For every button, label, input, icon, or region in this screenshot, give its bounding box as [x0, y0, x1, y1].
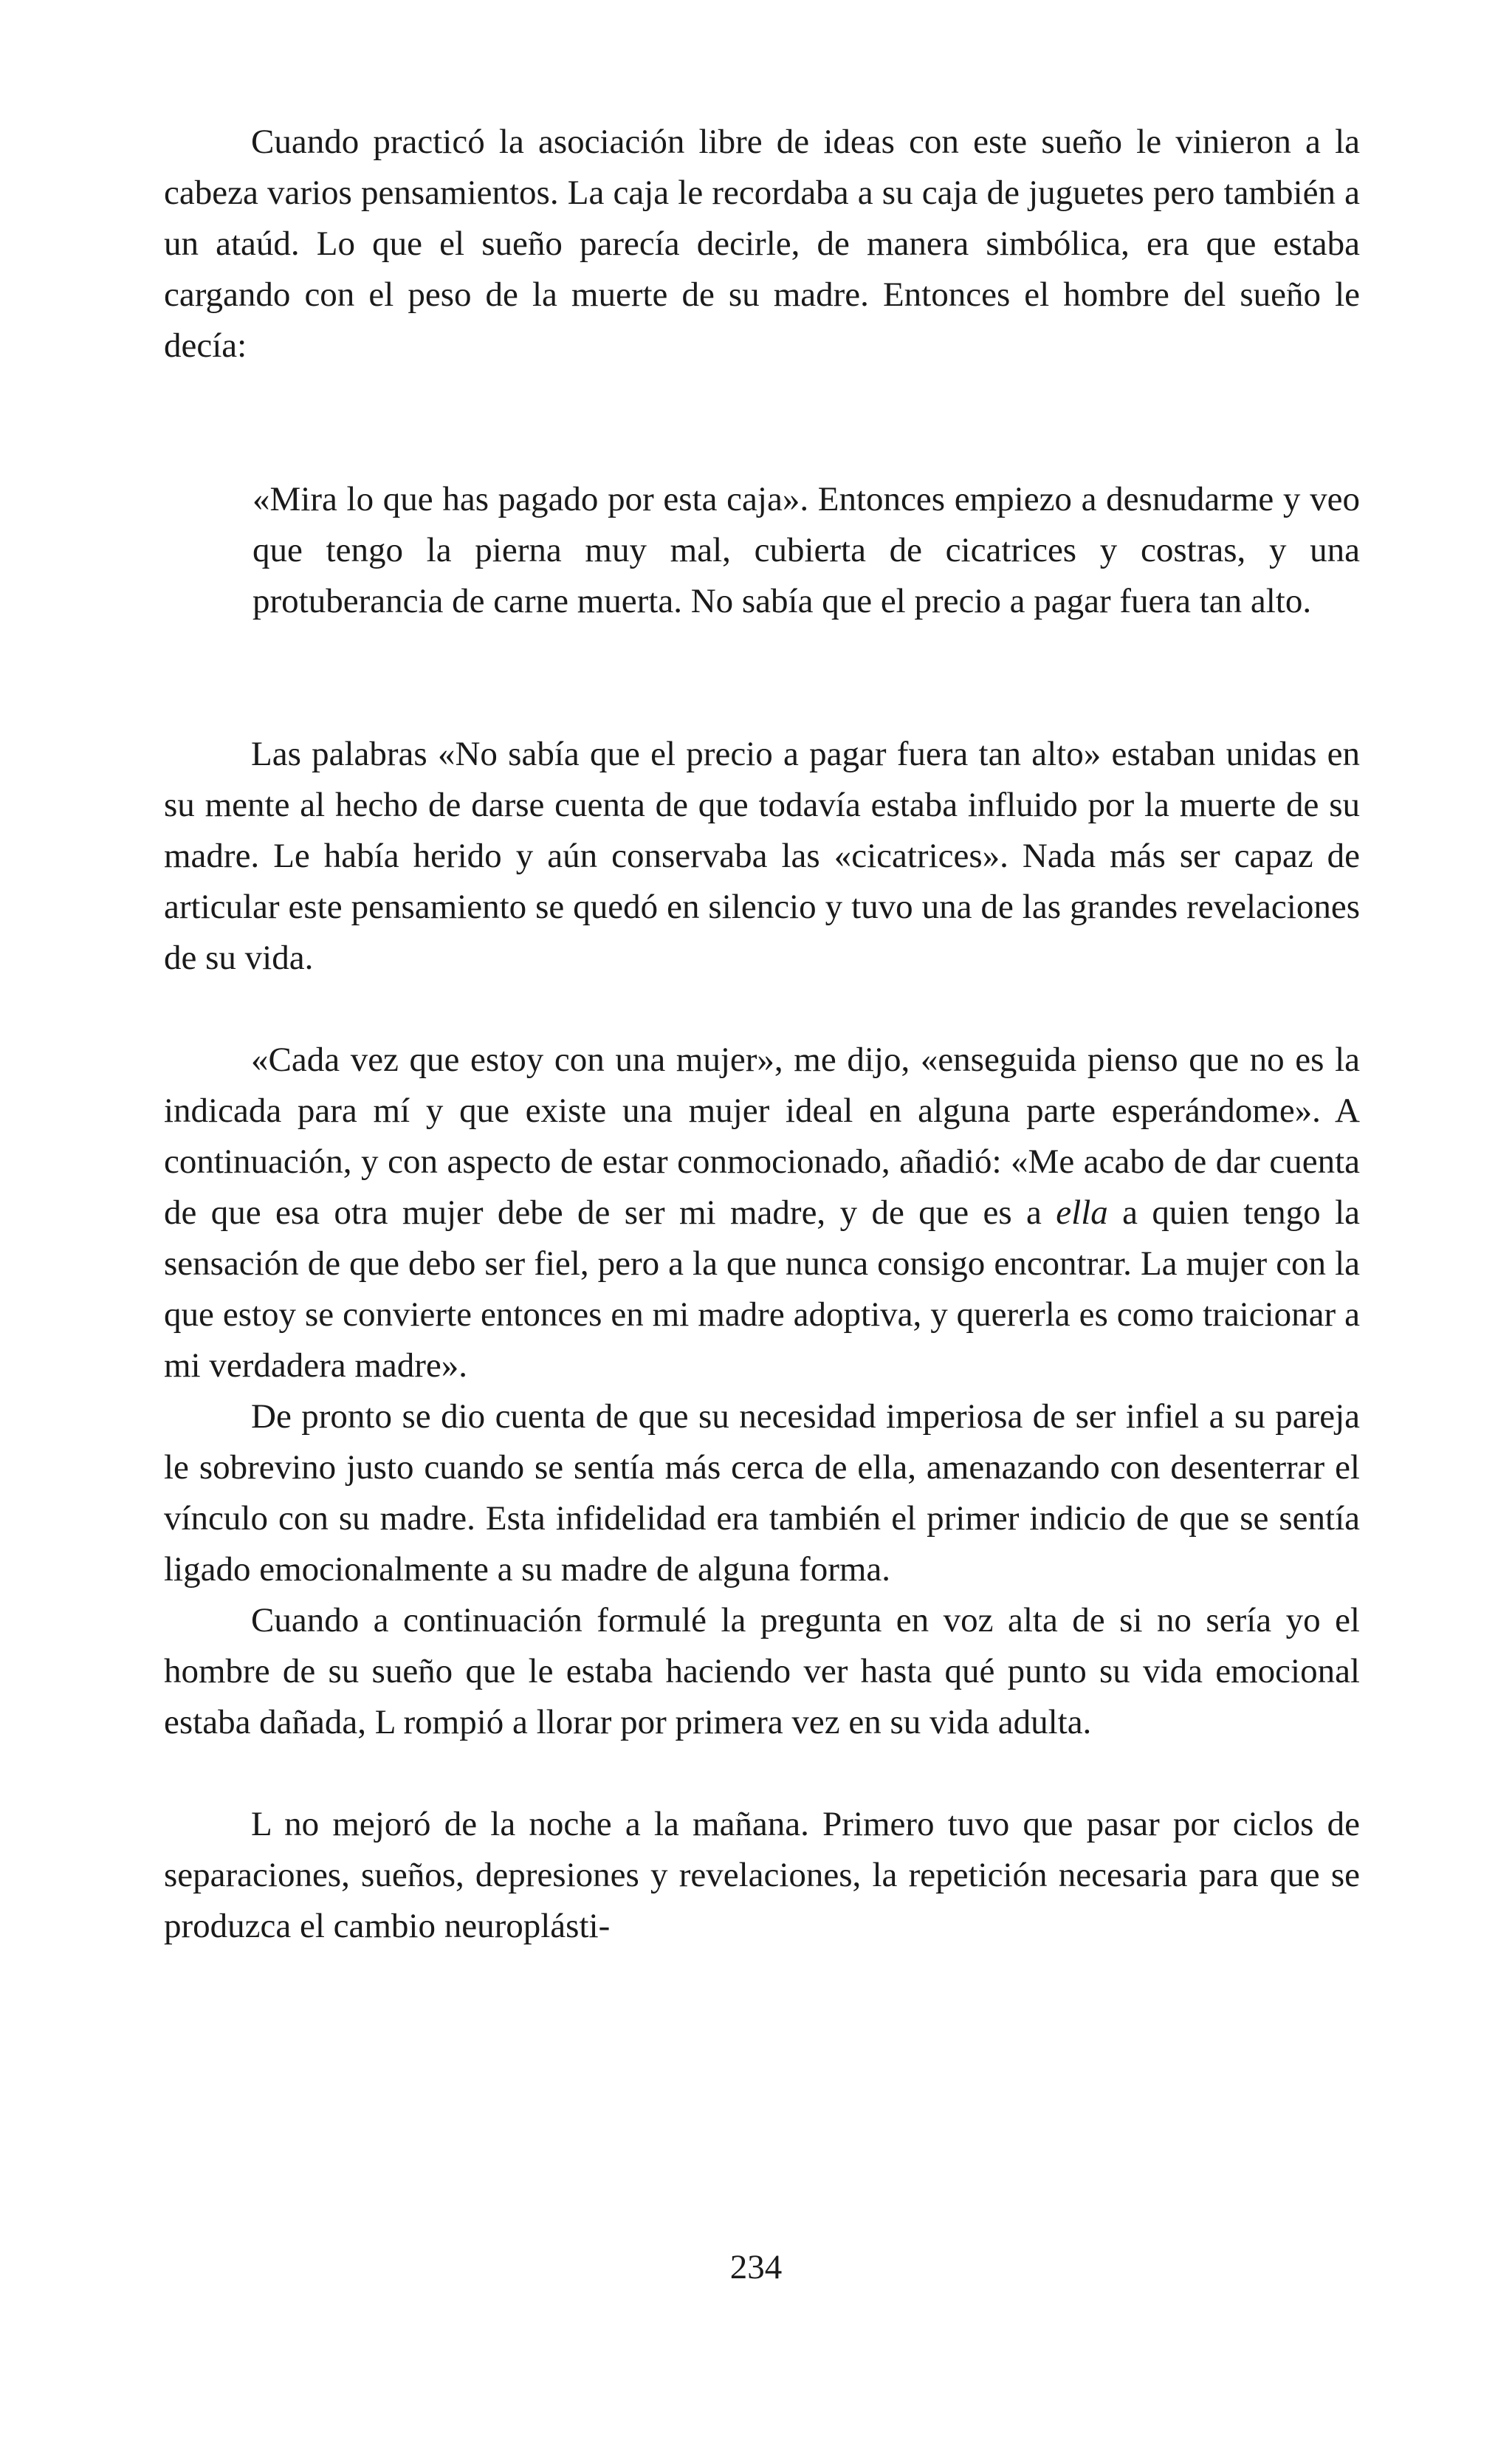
paragraph-dream-association: Cuando practicó la asociación libre de ideas con este sueño le vinieron a la cabeza varios pensamientos. La caja le recordaba a su caja de juguetes pero también a un ataúd. Lo que el sueño parecía decirle, de manera simbólica, era que estaba cargando con el peso de la muerte de su madre. Entonces el hombre del sueño le decía: [164, 123, 1360, 365]
paragraph-price-words: Las palabras «No sabía que el precio a pagar fuera tan alto» estaban unidas en su mente al hecho de darse cuenta de que todavía estaba influido por la muerte de su madre. Le había herido y aún conservaba las «cicatrices». Nada más ser capaz de articular este pensamiento se quedó en silencio y tuvo una de las grandes revelaciones de su vida. [164, 735, 1360, 977]
paragraph-not-overnight: L no mejoró de la noche a la mañana. Primero tuvo que pasar por ciclos de separaciones, sueños, depresiones y revelaciones, la repetición necesaria para que se produzca el cambio neuroplásti- [164, 1805, 1360, 1945]
paragraph-ideal-woman-part2: a quien tengo la sensación de que debo ser fiel, pero a la que nunca consigo encontrar. La mujer con la que estoy se convierte entonces en mi madre adoptiva, y quererla es como traicionar a mi verdadera madre». [164, 1193, 1360, 1385]
quote-text: «Mira lo que has pagado por esta caja». Entonces empiezo a desnudarme y veo que tengo la pierna muy mal, cubierta de cicatrices y costras, y una protuberancia de carne muerta. No sabía que el precio a pagar fuera tan alto. [252, 480, 1360, 620]
paragraph-ideal-woman [164, 1035, 1360, 1391]
body-text-main [164, 729, 1360, 1952]
emphasis-ella: ella [1056, 1193, 1108, 1232]
paragraph-ideal-woman-part1: «Cada vez que estoy con una mujer», me dijo, «enseguida pienso que no es la indicada para mí y que existe una mujer ideal en alguna parte esperándome». A continuación, y con aspecto de estar conmocionado, añadió: «Me acabo de dar cuenta de que esa otra mujer debe de ser mi madre, y de que es a [164, 1041, 1360, 1232]
block-quote [252, 474, 1360, 627]
paragraph-question: Cuando a continuación formulé la pregunta en voz alta de si no sería yo el hombre de su sueño que le estaba haciendo ver hasta qué punto su vida emocional estaba dañada, L rompió a llorar por primera vez en su vida adulta. [164, 1601, 1360, 1741]
paragraph-infidelity: De pronto se dio cuenta de que su necesidad imperiosa de ser infiel a su pareja le sobrevino justo cuando se sentía más cerca de ella, amenazando con desenterrar el vínculo con su madre. Esta infidelidad era también el primer indicio de que se sentía ligado emocionalmente a su madre de alguna forma. [164, 1397, 1360, 1589]
page-number: 234 [729, 2248, 783, 2286]
body-text-top [164, 117, 1360, 371]
